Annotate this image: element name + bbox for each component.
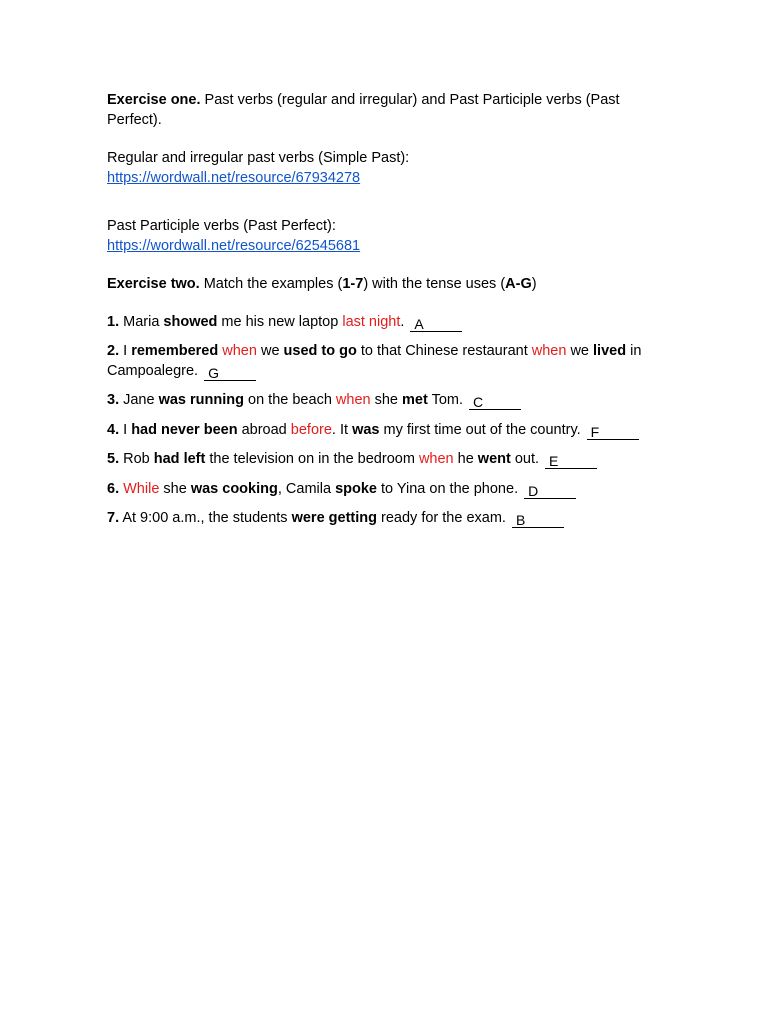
verb-phrase: met <box>402 392 428 408</box>
sentence-text: Jane <box>119 392 159 408</box>
sentence-text: abroad <box>237 421 291 438</box>
item-number: 5. <box>107 451 120 467</box>
sentence-text: I <box>119 343 132 359</box>
sentence-text: she <box>159 480 191 497</box>
exercise-two-text: Match the examples ( <box>199 276 343 292</box>
exercise-one-text: Past verbs (regular and irregular) and Past Participle verbs (Past Perfect). <box>107 92 620 128</box>
sentence-text: Tom. <box>427 392 464 408</box>
time-marker: when <box>418 451 454 467</box>
exercise-two-list <box>107 313 667 529</box>
exercise-two-text: ) with the tense uses ( <box>363 276 506 292</box>
verb-phrase: was <box>352 421 380 438</box>
verb-phrase: was cooking <box>190 480 278 497</box>
participle-verbs-label: Past Participle verbs (Past Perfect): <box>107 218 336 234</box>
sentence-text: on the beach <box>244 392 336 408</box>
sentence-text: me his new laptop <box>217 313 343 330</box>
item-number: 6. <box>107 480 120 497</box>
sentence-text: we <box>566 343 594 359</box>
sentence-text: . It <box>331 421 353 438</box>
time-marker: when <box>222 343 257 359</box>
item-number: 4. <box>107 421 120 438</box>
sentence-text: . <box>400 313 405 330</box>
exercise-two-paragraph <box>107 275 667 295</box>
list-item <box>107 313 667 333</box>
sentence-text: in Campoalegre. <box>107 343 642 379</box>
sentence-text: to that Chinese restaurant <box>356 343 532 359</box>
exercise-two-text: ) <box>531 276 537 292</box>
sentence-text: she <box>370 392 403 408</box>
item-number: 7. <box>107 510 120 526</box>
verb-phrase: had left <box>153 451 206 467</box>
sentence-text: to Yina on the phone. <box>377 480 519 497</box>
regular-verbs-section <box>107 149 667 188</box>
item-number: 1. <box>107 313 120 330</box>
list-item <box>107 450 667 470</box>
answer-blank[interactable]: F <box>587 425 639 440</box>
list-item <box>107 391 667 411</box>
time-marker: last night <box>342 313 401 330</box>
answer-blank[interactable]: C <box>469 395 521 410</box>
time-marker: when <box>531 343 567 359</box>
examples-range: 1-7 <box>342 276 364 292</box>
sentence-text: my first time out of the country. <box>379 421 581 438</box>
time-marker: While <box>123 480 160 497</box>
verb-phrase: remembered <box>131 343 219 359</box>
list-item <box>107 509 667 529</box>
verb-phrase: spoke <box>335 480 377 497</box>
list-item <box>107 480 667 500</box>
exercise-one-heading: Exercise one. <box>107 92 201 108</box>
sentence-text: I <box>119 421 132 438</box>
answer-blank[interactable]: G <box>204 366 256 381</box>
sentence-text: ready for the exam. <box>377 510 506 526</box>
sentence-text: we <box>256 343 284 359</box>
document-body <box>107 91 667 539</box>
regular-verbs-label: Regular and irregular past verbs (Simple Past): <box>107 150 410 166</box>
verb-phrase: went <box>477 451 511 467</box>
answer-blank[interactable]: D <box>524 484 576 499</box>
item-number: 2. <box>107 343 120 359</box>
exercise-two-heading: Exercise two. <box>107 276 200 292</box>
answer-blank[interactable]: B <box>512 513 564 528</box>
verb-phrase: was running <box>158 392 244 408</box>
sentence-text: Maria <box>119 313 164 330</box>
time-marker: before <box>290 421 332 438</box>
verb-phrase: used to go <box>283 343 357 359</box>
item-number: 3. <box>107 392 120 408</box>
uses-range: A-G <box>505 276 532 292</box>
answer-blank[interactable]: E <box>545 454 597 469</box>
sentence-text: he <box>453 451 478 467</box>
verb-phrase: lived <box>593 343 627 359</box>
list-item <box>107 421 667 441</box>
verb-phrase: were getting <box>291 510 377 526</box>
sentence-text: At 9:00 a.m., the students <box>119 510 292 526</box>
sentence-text: out. <box>510 451 540 467</box>
exercise-one-paragraph <box>107 91 667 130</box>
participle-verbs-link[interactable]: https://wordwall.net/resource/62545681 <box>107 237 361 254</box>
sentence-text: Rob <box>119 451 154 467</box>
time-marker: when <box>335 392 371 408</box>
regular-verbs-link[interactable]: https://wordwall.net/resource/67934278 <box>107 169 361 186</box>
sentence-text: the television on in the bedroom <box>205 451 419 467</box>
sentence-text: , Camila <box>277 480 336 497</box>
verb-phrase: had never been <box>131 421 238 438</box>
verb-phrase: showed <box>163 313 218 330</box>
answer-blank[interactable]: A <box>410 317 462 332</box>
participle-verbs-section <box>107 217 667 256</box>
list-item <box>107 342 667 381</box>
